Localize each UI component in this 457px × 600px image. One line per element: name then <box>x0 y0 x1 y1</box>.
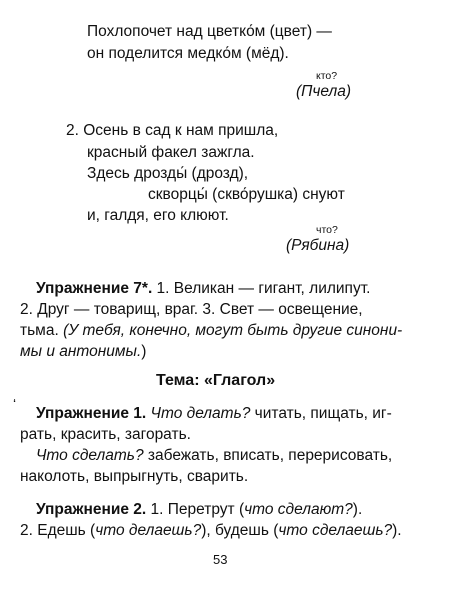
poem2-line2: красный факел зажгла. <box>87 144 255 161</box>
ex7-line3-b: (У тебя, конечно, могут быть другие синони- <box>63 322 403 339</box>
ex2-line2 <box>20 521 402 541</box>
ex7-label: Упражнение 7*. <box>36 280 153 297</box>
ex2-question2: что делаешь? <box>95 522 202 539</box>
ex2-line1 <box>36 500 362 520</box>
poem2-line3: Здесь дрозды́ (дрозд), <box>87 165 249 182</box>
poem2-line1: 2. Осень в сад к нам пришла, <box>66 122 279 139</box>
ex2-part2: ). <box>352 501 363 518</box>
ex7-text1: 1. Великан — гигант, лилипут. <box>152 280 371 297</box>
topic-title: Тема: «Глагол» <box>156 372 276 389</box>
ex7-line3 <box>20 321 402 341</box>
ex7-line1 <box>36 279 370 299</box>
ex1-line3 <box>36 446 392 466</box>
ex7-line2: 2. Друг — товарищ, враг. 3. Свет — освещение, <box>20 301 363 318</box>
poem2-question: что? <box>316 224 338 236</box>
ex1-question1: Что делать? <box>150 405 251 422</box>
poem2-answer: (Рябина) <box>286 237 350 254</box>
stray-mark: ʻ <box>13 396 17 412</box>
poem1-line1: Похлопочет над цветко́м (цвет) — <box>87 23 332 40</box>
ex1-label: Упражнение 1. <box>36 405 147 422</box>
ex1-line2: рать, красить, загорать. <box>20 426 191 443</box>
poem1-line2: он поделится медко́м (мёд). <box>87 45 289 62</box>
ex2-question1: что сделают? <box>244 501 353 518</box>
ex7-line4 <box>20 342 146 362</box>
poem1-question: кто? <box>316 70 338 82</box>
ex1-line4: наколоть, выпрыгнуть, сварить. <box>20 468 249 485</box>
poem2-line5: и, галдя, его клюют. <box>87 207 229 224</box>
page-number: 53 <box>213 552 228 567</box>
ex2-part4: ), будешь ( <box>201 522 279 539</box>
ex2-question3: что сделаешь? <box>278 522 393 539</box>
ex7-line3-a: тьма. <box>20 322 64 339</box>
ex7-line4-end: ) <box>141 343 147 360</box>
poem1-answer: (Пчела) <box>296 83 352 100</box>
ex2-part1: 1. Перетрут ( <box>146 501 245 518</box>
ex7-line4-text: мы и антонимы. <box>20 343 142 360</box>
ex2-part5: ). <box>392 522 402 539</box>
ex1-line1 <box>36 404 392 424</box>
ex1-answer2: забежать, вписать, перерисовать, <box>143 447 393 464</box>
ex1-answer1: читать, пищать, иг- <box>250 405 392 422</box>
ex1-question2: Что сделать? <box>36 447 144 464</box>
ex2-label: Упражнение 2. <box>36 501 147 518</box>
poem2-line4: скворцы́ (скво́рушка) снуют <box>148 186 345 203</box>
ex2-part3: 2. Едешь ( <box>20 522 96 539</box>
